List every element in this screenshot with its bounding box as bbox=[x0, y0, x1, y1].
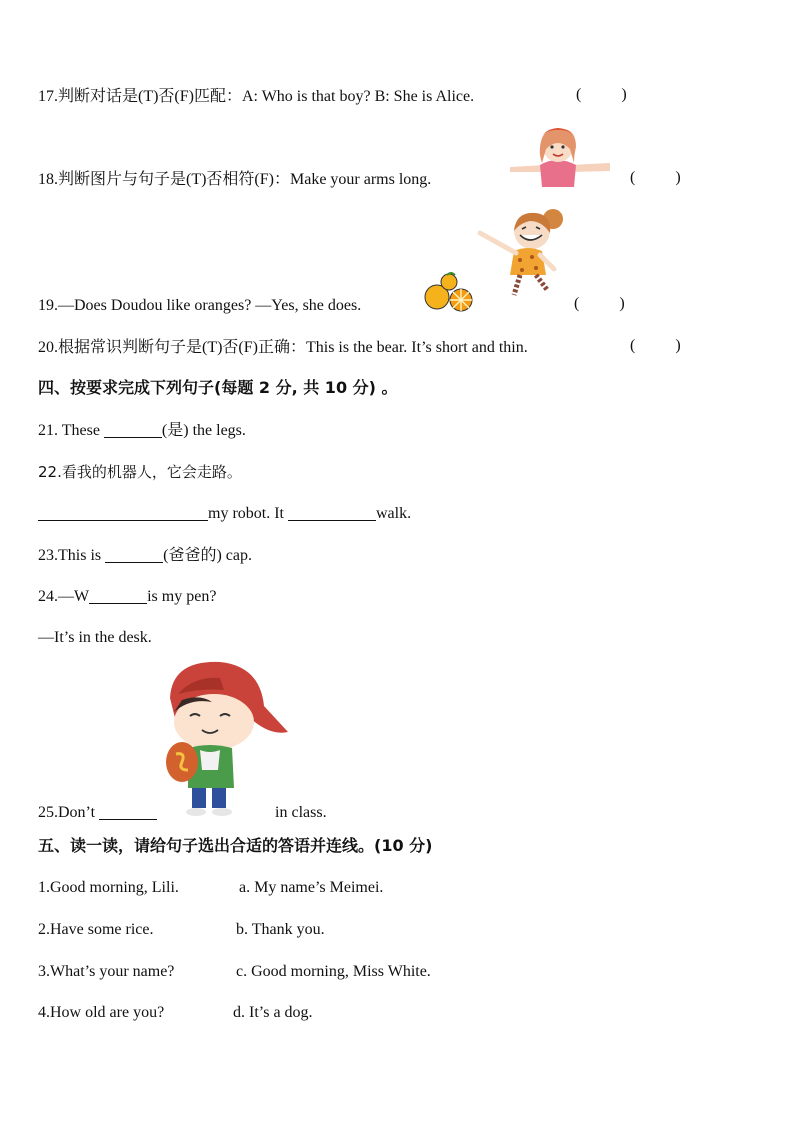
blank-24[interactable] bbox=[89, 587, 147, 604]
question-24 bbox=[38, 586, 216, 608]
blank-21[interactable] bbox=[104, 421, 162, 438]
match-right-b[interactable]: b. Thank you. bbox=[236, 921, 325, 938]
question-19 bbox=[38, 295, 361, 317]
question-23-after: (爸爸的) cap. bbox=[163, 547, 252, 564]
question-23-before: 23.This is bbox=[38, 547, 106, 564]
section-4-title: 四、按要求完成下列句子(每题 2 分, 共 10 分) 。 bbox=[38, 378, 398, 397]
match-right-c[interactable]: c. Good morning, Miss White. bbox=[236, 963, 431, 980]
question-25-after: in class. bbox=[275, 804, 327, 821]
question-21-after: (是) the legs. bbox=[161, 422, 246, 439]
girl-dancing-illustration bbox=[470, 205, 570, 297]
question-25-before: 25.Don’t bbox=[38, 804, 100, 821]
match-left-3[interactable]: 3.What’s your name? bbox=[38, 963, 175, 980]
answer-paren-17[interactable]: ( ) bbox=[576, 86, 627, 103]
question-18-text: 18.判断图片与句子是(T)否相符(F)：Make your arms long. bbox=[38, 171, 432, 188]
oranges-illustration bbox=[423, 273, 475, 313]
blank-22b[interactable] bbox=[288, 504, 376, 521]
match-right-d[interactable]: d. It’s a dog. bbox=[233, 1004, 313, 1021]
question-20-text: 20.根据常识判断句子是(T)否(F)正确：This is the bear. It’s short and thin. bbox=[38, 339, 528, 356]
girl-arms-out-illustration bbox=[500, 125, 615, 187]
boy-with-ball-illustration bbox=[160, 658, 290, 818]
question-25 bbox=[38, 802, 327, 824]
question-22-prompt: 22.看我的机器人，它会走路。 bbox=[38, 463, 242, 481]
question-24-before: 24.—W bbox=[38, 588, 90, 605]
question-20 bbox=[38, 337, 528, 359]
question-24-after: is my pen? bbox=[147, 588, 217, 605]
blank-25[interactable] bbox=[99, 803, 157, 820]
answer-paren-18[interactable]: ( ) bbox=[630, 169, 681, 186]
answer-paren-20[interactable]: ( ) bbox=[630, 337, 681, 354]
question-22 bbox=[38, 503, 411, 525]
question-17-text: 17.判断对话是(T)否(F)匹配：A: Who is that boy? B: She is Alice. bbox=[38, 88, 475, 105]
match-left-1[interactable]: 1.Good morning, Lili. bbox=[38, 879, 179, 896]
match-left-2[interactable]: 2.Have some rice. bbox=[38, 921, 154, 938]
blank-22a[interactable] bbox=[38, 504, 208, 521]
question-17 bbox=[38, 86, 474, 108]
question-21 bbox=[38, 420, 246, 442]
match-left-4[interactable]: 4.How old are you? bbox=[38, 1004, 165, 1021]
match-right-a[interactable]: a. My name’s Meimei. bbox=[239, 879, 384, 896]
question-23 bbox=[38, 545, 252, 567]
blank-23[interactable] bbox=[105, 546, 163, 563]
question-24-answer: —It’s in the desk. bbox=[38, 629, 152, 646]
question-18 bbox=[38, 169, 431, 191]
section-5-title: 五、读一读，请给句子选出合适的答语并连线。(10 分) bbox=[38, 836, 433, 855]
question-21-before: 21. These bbox=[38, 422, 104, 439]
question-22-after: walk. bbox=[376, 505, 412, 522]
question-19-text: 19.—Does Doudou like oranges? —Yes, she does. bbox=[38, 297, 362, 314]
answer-paren-19[interactable]: ( ) bbox=[574, 295, 625, 312]
question-22-mid: my robot. It bbox=[208, 505, 288, 522]
